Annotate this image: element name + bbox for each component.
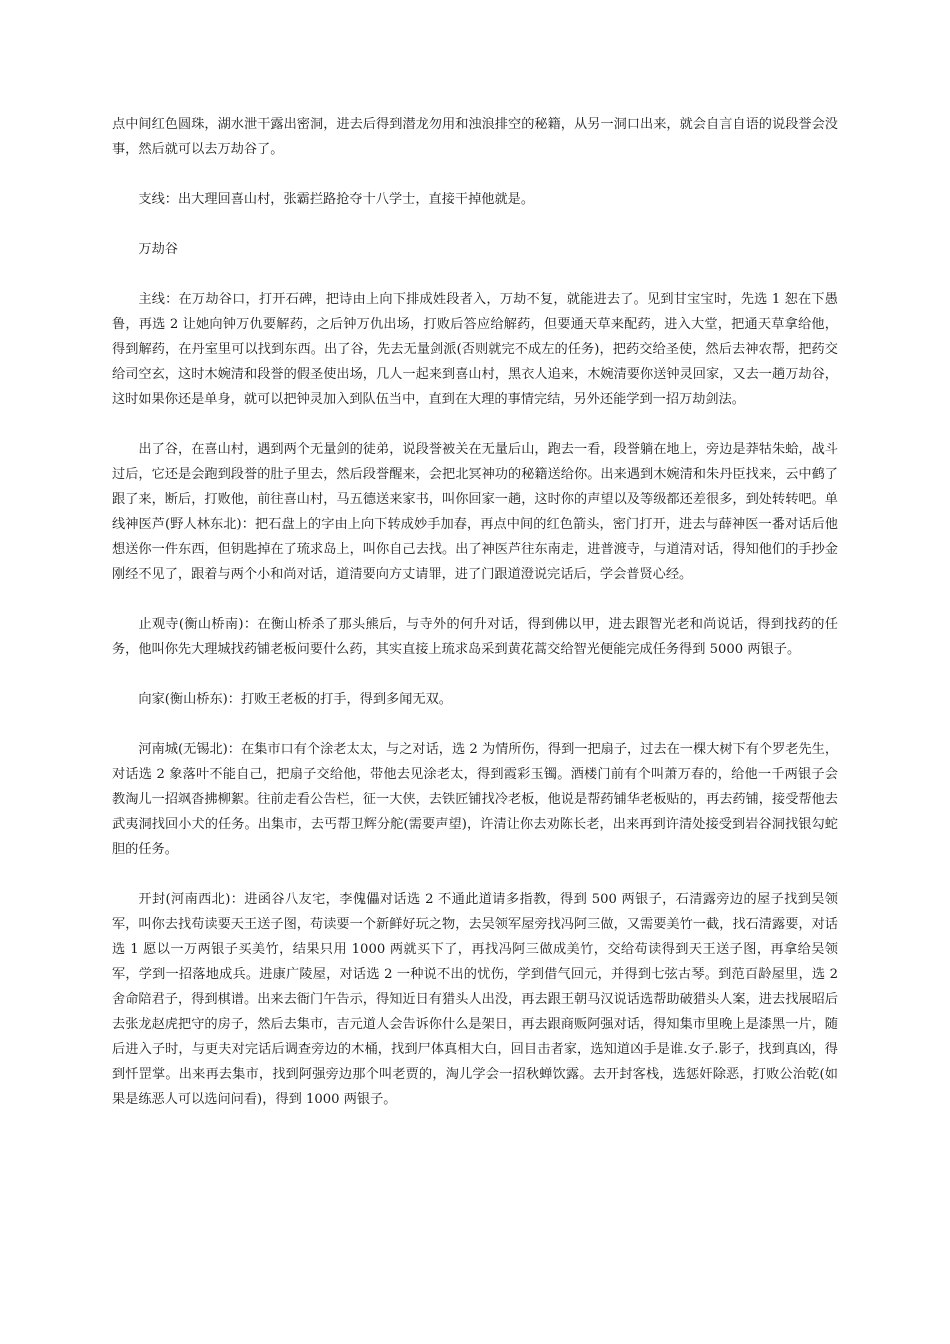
paragraph-zhiguan-temple: 止观寺(衡山桥南)：在衡山桥杀了那头熊后，与寺外的何升对话，得到佛以甲，进去跟智光老和尚说话，得到找药的任务，他叫你先大理城找药铺老板问要什么药，其实直接上琉求岛采到黄花蒿交给智光便能完成任务得到 5000 两银子。	[112, 617, 838, 657]
paragraph-xiang-family: 向家(衡山桥东)：打败王老板的打手，得到多闻无双。	[138, 692, 452, 707]
paragraph-after-valley: 出了谷，在喜山村，遇到两个无量剑的徒弟，说段誉被关在无量后山，跑去一看，段誉躺在地上，旁边是莽牯朱蛤，战斗过后，它还是会跑到段誉的肚子里去，然后段誉醒来，会把北冥神功的秘籍送给你。出来遇到木婉清和朱丹臣找来，云中鹤了跟了来，断后，打败他，前往喜山村，马五德送来家书，叫你回家一趟，这时你的声望以及等级都还差很多，到处转转吧。单线神医芦(野人林东北)：把石盘上的字由上向下转成妙手加春，再点中间的红色箭头，密门打开，进去与薛神医一番对话后他想送你一件东西，但钥匙掉在了琉求岛上，叫你自己去找。出了神医芦往东南走，进普渡寺，与道清对话，得知他们的手抄金刚经不见了，跟着与两个小和尚对话，道清要向方丈请罪，进了门跟道澄说完话后，学会普贤心经。	[112, 442, 838, 582]
paragraph-main-quest-wanjiegu: 主线：在万劫谷口，打开石碑，把诗由上向下排成姓段者入，万劫不复，就能进去了。见到甘宝宝时，先选 1 恕在下愚鲁，再选 2 让她向钟万仇要解药，之后钟万仇出场，打败后答应给解药，但要通天草来配药，进入大堂，把通天草拿给他，得到解药，在丹室里可以找到东西。出了谷，先去无量剑派(否则就完不成左的任务)，把药交给圣使，然后去神农帮，把药交给司空玄，这时木婉清和段誉的假圣使出场，几人一起来到喜山村，黑衣人追来，木婉清要你送钟灵回家，又去一趟万劫谷，这时如果你还是单身，就可以把钟灵加入到队伍当中，直到在大理的事情完结，另外还能学到一招万劫剑法。	[112, 292, 838, 407]
paragraph-kaifeng: 开封(河南西北)：进函谷八友宅，李傀儡对话选 2 不通此道请多指教，得到 500 两银子，石清露旁边的屋子找到吴领军，叫你去找苟读要天王送子图，苟读要一个新鲜好玩之物，去吴领军屋旁找冯阿三做，又需要美竹一截，找石清露要，对话选 1 愿以一万两银子买美竹，结果只用 1000 两就买下了，再找冯阿三做成美竹，交给苟读得到天王送子图，再拿给吴领军，学到一招落地成兵。进康广陵屋，对话选 2 一种说不出的忧伤，学到借气回元，并得到七弦古琴。到范百龄屋里，选 2 舍命陪君子，得到棋谱。出来去衙门午告示，得知近日有猎头人出没，再去跟王朝马汉说话选帮助破猎头人案，进去找展昭后去张龙赵虎把守的房子，然后去集市，吉元道人会告诉你什么是架日，再去跟商贩阿强对话，得知集市里晚上是漆黑一片，随后进入子时，与更夫对完话后调查旁边的木桶，找到尸体真相大白，回目击者家，选知道凶手是谁.女子.影子，找到真凶，得到忏罡掌。出来再去集市，找到阿强旁边那个叫老贾的，淘儿学会一招秋蝉饮露。去开封客栈，选惩奸除恶，打败公治乾(如果是练恶人可以选问问看)，得到 1000 两银子。	[112, 892, 838, 1107]
paragraph-hidden-cave-continuation: 点中间红色圆珠，湖水泄干露出密洞，进去后得到潜龙勿用和浊浪排空的秘籍，从另一洞口出来，就会自言自语的说段誉会没事，然后就可以去万劫谷了。	[112, 117, 838, 157]
paragraph-side-quest-xishan: 支线：出大理回喜山村，张霸拦路抢夺十八学士，直接干掉他就是。	[138, 192, 535, 207]
document-page	[112, 112, 838, 1137]
paragraph-henan-city: 河南城(无锡北)：在集市口有个涂老太太，与之对话，选 2 为情所伤，得到一把扇子，过去在一棵大树下有个罗老先生，对话选 2 象落叶不能自己，把扇子交给他，带他去见涂老太，得到霞彩玉镯。酒楼门前有个叫萧万春的，给他一千两银子会教淘儿一招飒沓拂柳絮。往前走看公告栏，征一大侠，去铁匠铺找冷老板，他说是帮药铺华老板贴的，再去药铺，接受帮他去武夷洞找回小犬的任务。出集市，去丐帮卫辉分舵(需要声望)，许清让你去劝陈长老，出来再到许清处接受到岩谷洞找银勾蛇胆的任务。	[112, 742, 839, 857]
section-heading-wanjiegu: 万劫谷	[138, 242, 178, 257]
